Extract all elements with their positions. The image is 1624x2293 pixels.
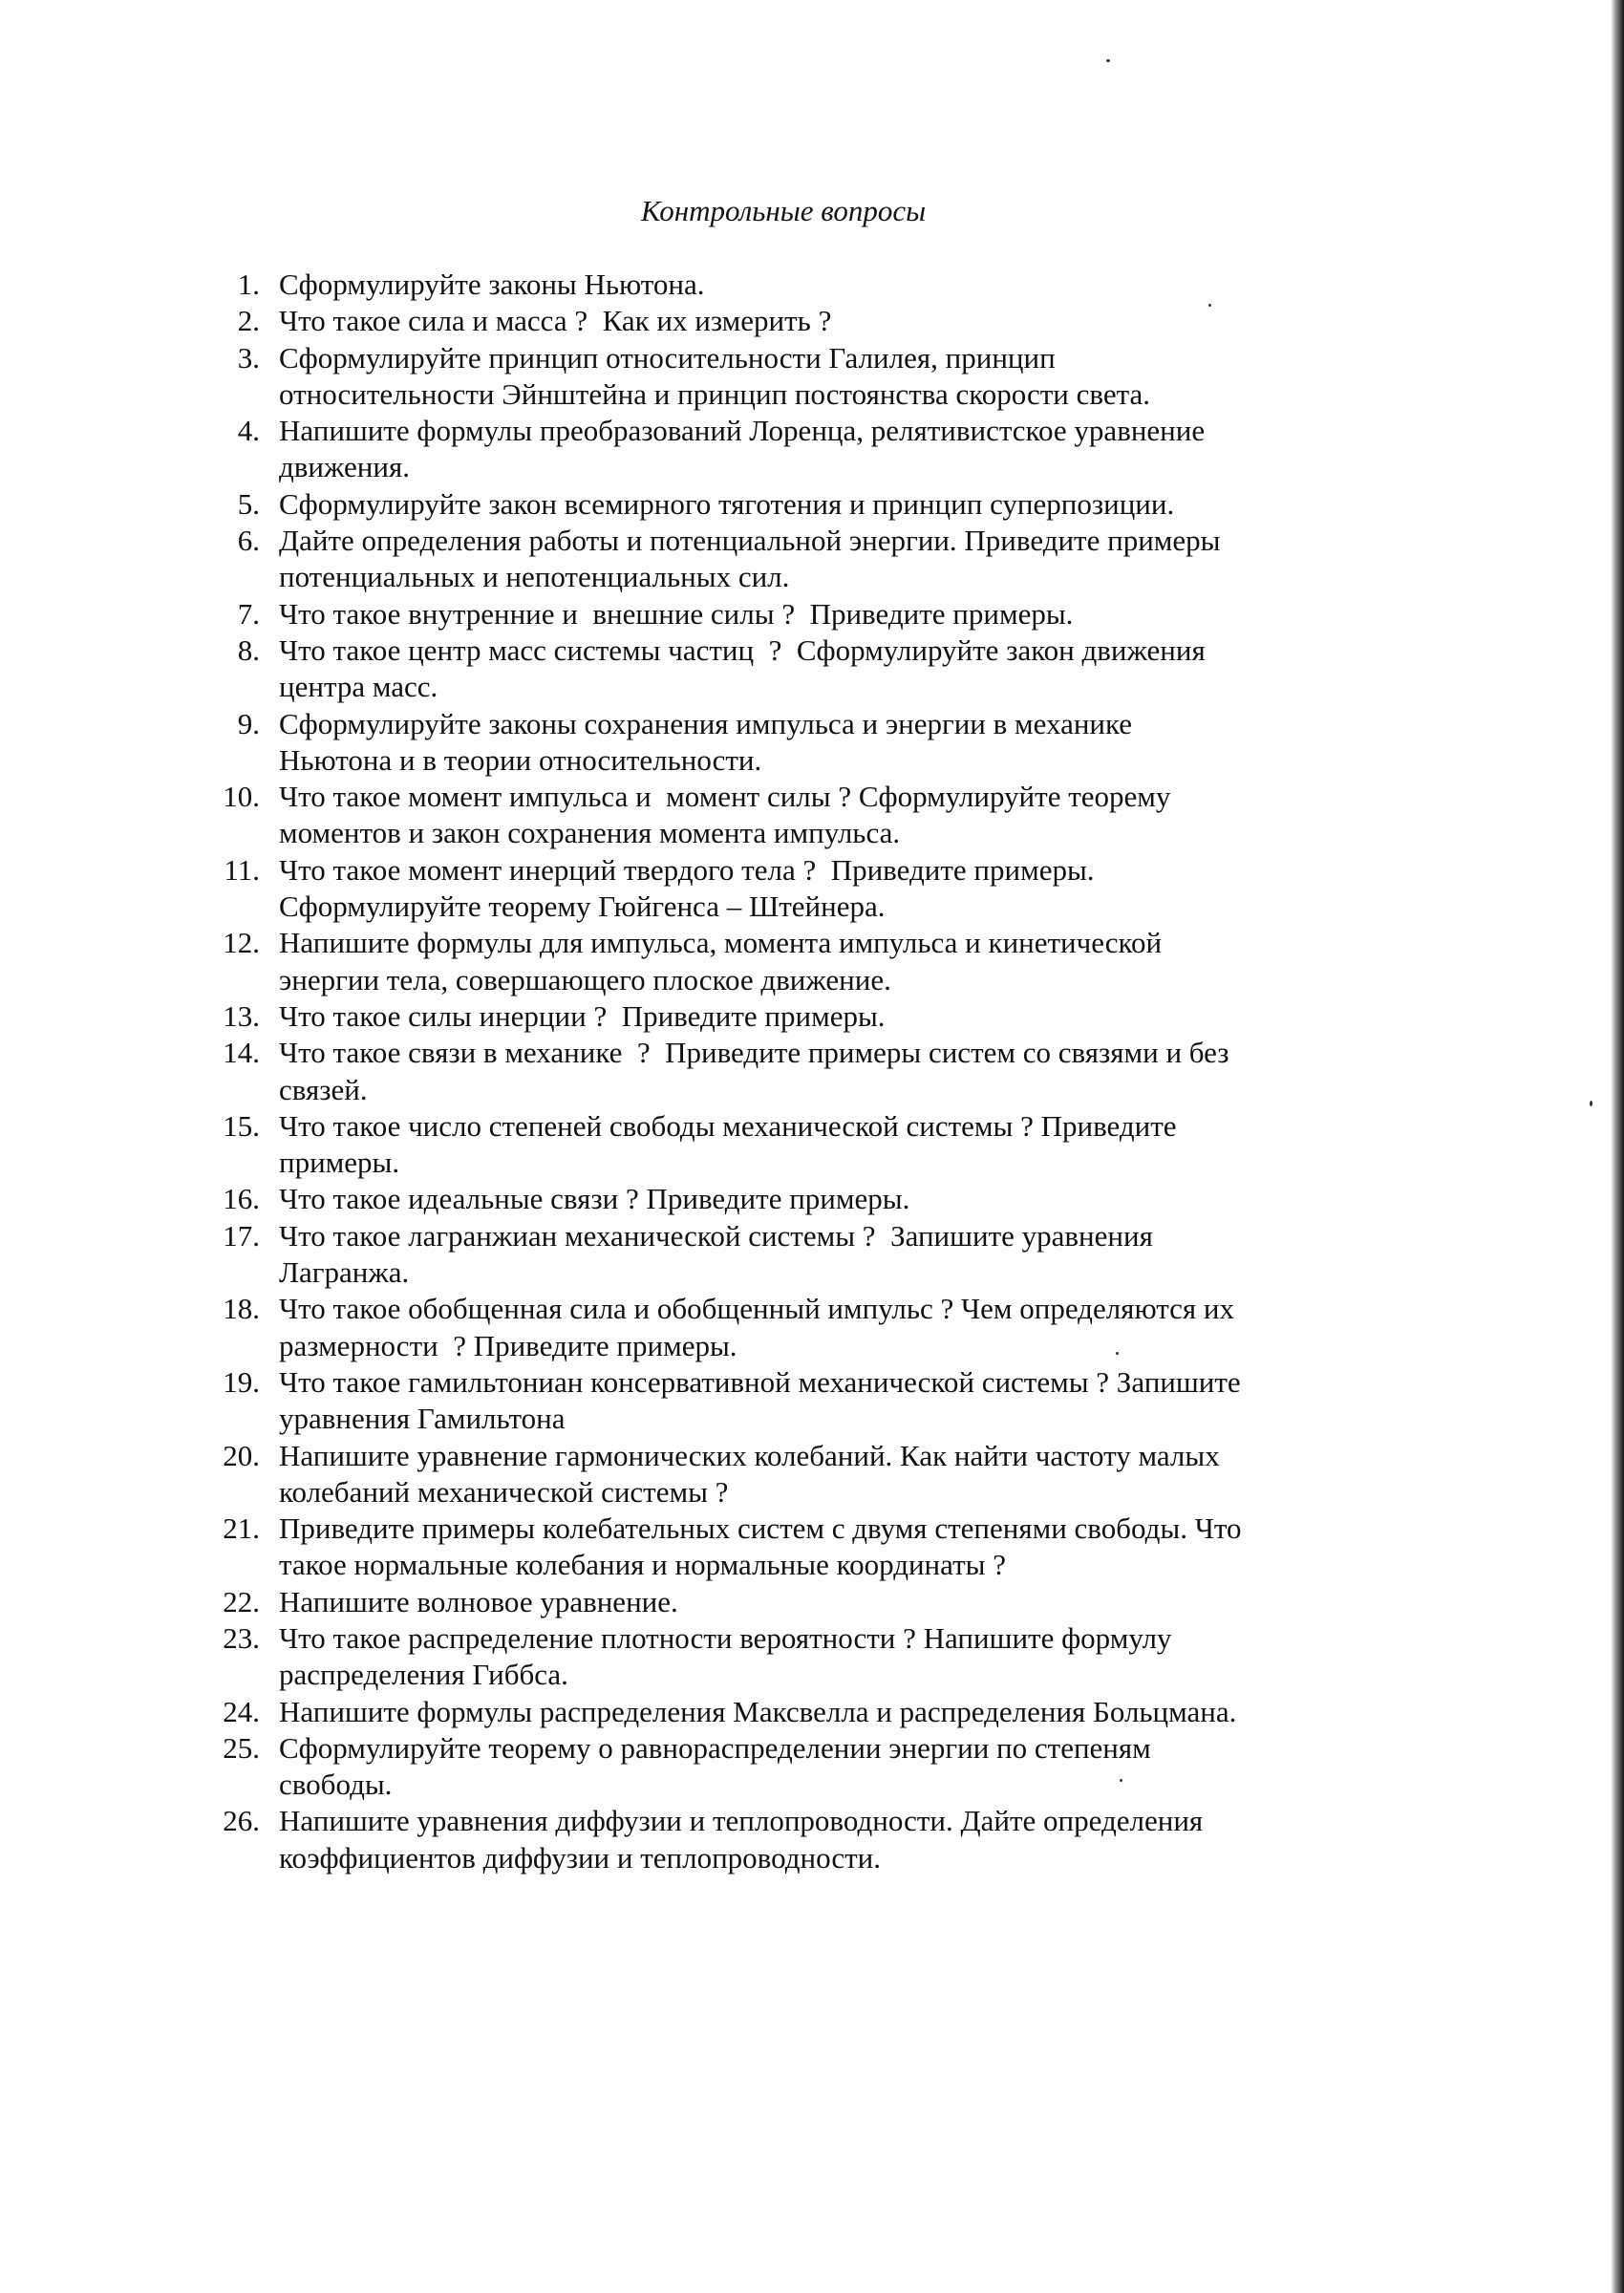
question-text-line: потенциальных и непотенциальных сил. xyxy=(279,560,790,594)
question-item xyxy=(0,1730,1433,1804)
scan-speck xyxy=(1590,1101,1592,1106)
question-item xyxy=(0,1291,1433,1364)
question-list xyxy=(0,267,1433,1876)
question-text-line: Дайте определения работы и потенциальной энергии. Приведите примеры xyxy=(279,524,1221,558)
question-text-line: уравнения Гамильтона xyxy=(279,1402,566,1436)
question-item xyxy=(0,1108,1433,1182)
question-number: 17. xyxy=(223,1218,260,1253)
question-text-line: Что такое центр масс системы частиц ? Сформулируйте закон движения xyxy=(279,632,1206,667)
question-item xyxy=(0,852,1433,926)
question-text-line: Сформулируйте теорему о равнораспределении энергии по степеням xyxy=(279,1730,1151,1765)
question-text-line: Что такое связи в механике ? Приведите примеры систем со связями и без xyxy=(279,1036,1229,1070)
question-item xyxy=(0,340,1433,414)
question-text-line: колебаний механической системы ? xyxy=(279,1474,729,1509)
question-number: 15. xyxy=(223,1108,260,1143)
question-text-line: Что такое лагранжиан механической системы ? Запишите уравнения xyxy=(279,1218,1153,1253)
question-text-line: Сформулируйте законы сохранения импульса и энергии в механике xyxy=(279,706,1133,740)
question-item xyxy=(0,523,1433,596)
question-number: 18. xyxy=(223,1292,260,1326)
question-text-line: энергии тела, совершающего плоское движение. xyxy=(279,962,891,996)
question-text-line: Что такое момент импульса и момент силы ? Сформулируйте теорему xyxy=(279,780,1171,814)
question-number: 13. xyxy=(223,998,260,1033)
question-number: 11. xyxy=(224,852,260,887)
question-text-line: Что такое идеальные связи ? Приведите примеры. xyxy=(279,1182,910,1216)
question-number: 26. xyxy=(223,1804,260,1838)
question-item xyxy=(0,1035,1433,1108)
question-text-line: Напишите формулы для импульса, момента импульса и кинетической xyxy=(279,926,1163,960)
question-text-line: Ньютона и в теории относительности. xyxy=(279,742,762,777)
question-number: 21. xyxy=(223,1511,260,1546)
question-number: 7. xyxy=(237,596,260,631)
question-item xyxy=(0,1438,1433,1511)
question-text-line: Что такое распределение плотности вероятности ? Напишите формулу xyxy=(279,1620,1172,1655)
question-item xyxy=(0,1694,1433,1730)
question-number: 2. xyxy=(237,304,260,338)
question-text-line: Напишите формулы распределения Максвелла и распределения Больцмана. xyxy=(279,1694,1237,1728)
question-number: 16. xyxy=(223,1182,260,1216)
question-item xyxy=(0,413,1433,486)
scan-edge-shadow xyxy=(1611,0,1624,2293)
question-number: 1. xyxy=(237,268,260,301)
question-text-line: Напишите уравнения диффузии и теплопроводности. Дайте определения xyxy=(279,1804,1204,1838)
question-text-line: примеры. xyxy=(279,1146,400,1180)
question-text-line: Что такое момент инерций твердого тела ? Приведите примеры. xyxy=(279,852,1095,887)
question-text-line: Что такое сила и масса ? Как их измерить ? xyxy=(279,304,832,338)
question-number: 9. xyxy=(237,706,260,740)
question-number: 20. xyxy=(223,1438,260,1472)
question-item xyxy=(0,303,1433,339)
question-item xyxy=(0,1620,1433,1694)
question-number: 8. xyxy=(237,632,260,667)
question-text-line: Напишите волновое уравнение. xyxy=(279,1584,678,1618)
question-number: 12. xyxy=(223,926,260,960)
question-text-line: Сформулируйте теорему Гюйгенса – Штейнера. xyxy=(279,889,886,924)
question-number: 24. xyxy=(223,1694,260,1728)
question-number: 19. xyxy=(223,1364,260,1399)
question-text-line: Что такое силы инерции ? Приведите примеры. xyxy=(279,998,886,1033)
question-text-line: распределения Гиббса. xyxy=(279,1658,568,1692)
question-text-line: Приведите примеры колебательных систем с двумя степенями свободы. Что xyxy=(279,1511,1242,1546)
question-item xyxy=(0,779,1433,852)
question-text-line: Сформулируйте принцип относительности Галилея, принцип xyxy=(279,340,1056,375)
question-item xyxy=(0,486,1433,523)
question-item xyxy=(0,1181,1433,1217)
question-item xyxy=(0,925,1433,998)
question-text-line: Что такое внутренние и внешние силы ? Приведите примеры. xyxy=(279,596,1074,631)
question-text-line: Что такое обобщенная сила и обобщенный импульс ? Чем определяются их xyxy=(279,1292,1234,1326)
question-text-line: движения. xyxy=(279,450,410,484)
question-number: 22. xyxy=(223,1584,260,1618)
question-item xyxy=(0,998,1433,1035)
question-text-line: моментов и закон сохранения момента импульса. xyxy=(279,816,901,850)
page-title: Контрольные вопросы xyxy=(640,194,927,227)
question-text-line: коэффициентов диффузии и теплопроводности. xyxy=(279,1840,881,1875)
question-number: 4. xyxy=(237,414,260,448)
question-text-line: Сформулируйте закон всемирного тяготения и принцип суперпозиции. xyxy=(279,486,1175,521)
question-text-line: связей. xyxy=(279,1072,368,1106)
question-number: 5. xyxy=(237,486,260,521)
question-item xyxy=(0,706,1433,780)
question-text-line: относительности Эйнштейна и принцип постоянства скорости света. xyxy=(279,376,1151,411)
question-text-line: Лагранжа. xyxy=(279,1255,410,1290)
question-item xyxy=(0,1803,1433,1876)
question-number: 6. xyxy=(237,524,260,558)
question-number: 14. xyxy=(223,1036,260,1070)
question-item xyxy=(0,632,1433,706)
question-number: 25. xyxy=(223,1730,260,1765)
question-text-line: центра масс. xyxy=(279,670,438,704)
question-number: 3. xyxy=(237,340,260,375)
question-text-line: такое нормальные колебания и нормальные координаты ? xyxy=(279,1548,1006,1582)
question-text-line: Напишите формулы преобразований Лоренца, релятивистское уравнение xyxy=(279,414,1206,448)
question-number: 23. xyxy=(223,1620,260,1655)
question-item xyxy=(0,1218,1433,1292)
question-item xyxy=(0,596,1433,632)
question-text-line: Напишите уравнение гармонических колебаний. Как найти частоту малых xyxy=(279,1438,1220,1472)
scan-speck xyxy=(1106,59,1110,62)
question-item xyxy=(0,1584,1433,1620)
question-item xyxy=(0,1511,1433,1584)
question-item xyxy=(0,267,1433,303)
question-text-line: Что такое число степеней свободы механической системы ? Приведите xyxy=(279,1108,1177,1143)
question-number: 10. xyxy=(223,780,260,814)
question-text-line: Сформулируйте законы Ньютона. xyxy=(279,268,705,301)
question-item xyxy=(0,1364,1433,1438)
question-text-line: Что такое гамильтониан консервативной механической системы ? Запишите xyxy=(279,1364,1241,1399)
question-text-line: свободы. xyxy=(279,1768,393,1802)
question-text-line: размерности ? Приведите примеры. xyxy=(279,1328,737,1362)
